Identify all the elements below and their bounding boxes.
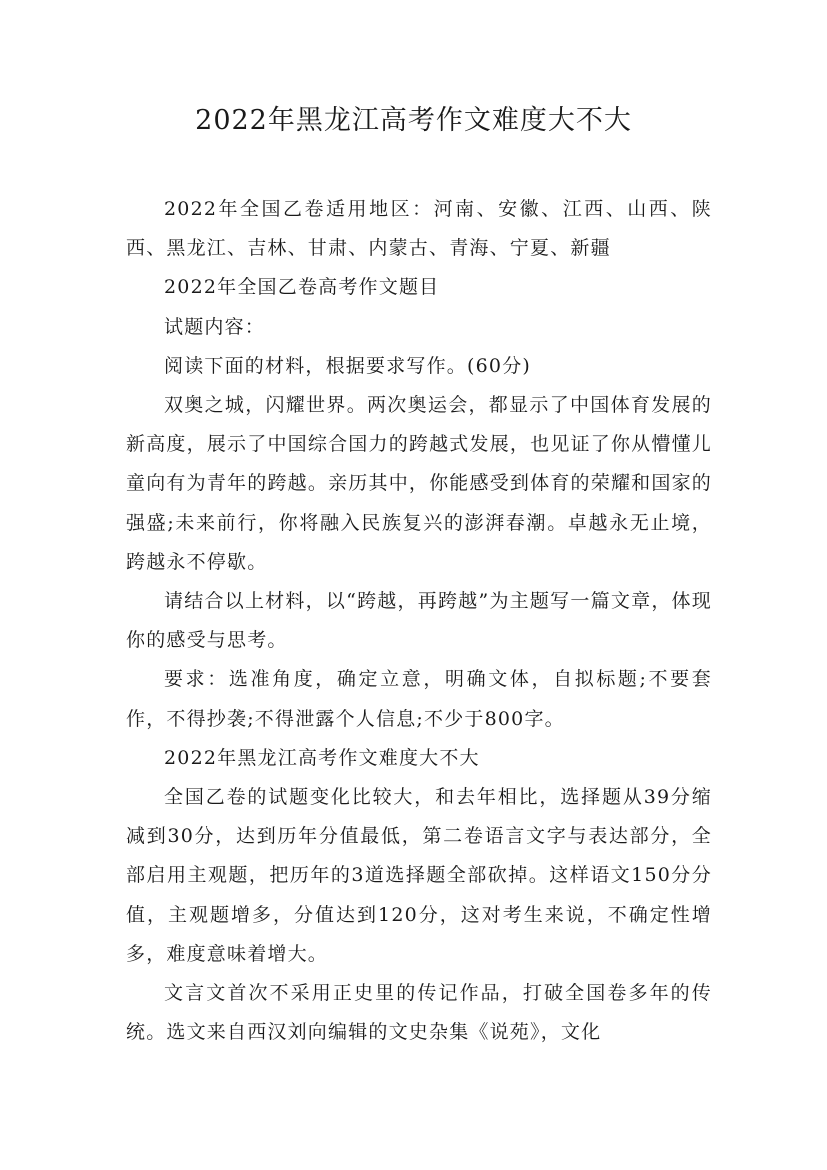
- paragraph-exam-title: 2022年全国乙卷高考作文题目: [164, 276, 440, 299]
- document-title: 2022年黑龙江高考作文难度大不大: [195, 105, 632, 136]
- paragraph-task: 请结合以上材料，以“跨越，再跨越”为主题写一篇文章，体现你的感受与思考。: [126, 590, 712, 652]
- paragraph-classical-chinese: 文言文首次不采用正史里的传记作品，打破全国卷多年的传统。选文来自西汉刘向编辑的文史杂集《说苑》，文化: [126, 982, 712, 1044]
- paragraph-requirements: 要求：选准角度，确定立意，明确文体，自拟标题;不要套作，不得抄袭;不得泄露个人信息;不少于800字。: [126, 668, 712, 730]
- paragraph-content-label: 试题内容：: [164, 315, 266, 338]
- paragraph-material: 双奥之城，闪耀世界。两次奥运会，都显示了中国体育发展的新高度，展示了中国综合国力的跨越式发展，也见证了你从懵懂儿童向有为青年的跨越。亲历其中，你能感受到体育的荣耀和国家的强盛;未来前行，你将融入民族复兴的澎湃春潮。卓越永无止境，跨越永不停歇。: [126, 394, 712, 573]
- paragraph-instruction: 阅读下面的材料，根据要求写作。(60分): [164, 354, 532, 377]
- document-body: [126, 190, 712, 1052]
- paragraph-difficulty-analysis: 全国乙卷的试题变化比较大，和去年相比，选择题从39分缩减到30分，达到历年分值最低，第二卷语言文字与表达部分，全部启用主观题，把历年的3道选择题全部砍掉。这样语文150分分值，主观题增多，分值达到120分，这对考生来说，不确定性增多，难度意味着增大。: [126, 786, 712, 965]
- paragraph-section-heading: 2022年黑龙江高考作文难度大不大: [164, 746, 480, 769]
- paragraph-regions: 2022年全国乙卷适用地区：河南、安徽、江西、山西、陕西、黑龙江、吉林、甘肃、内蒙古、青海、宁夏、新疆: [126, 198, 712, 260]
